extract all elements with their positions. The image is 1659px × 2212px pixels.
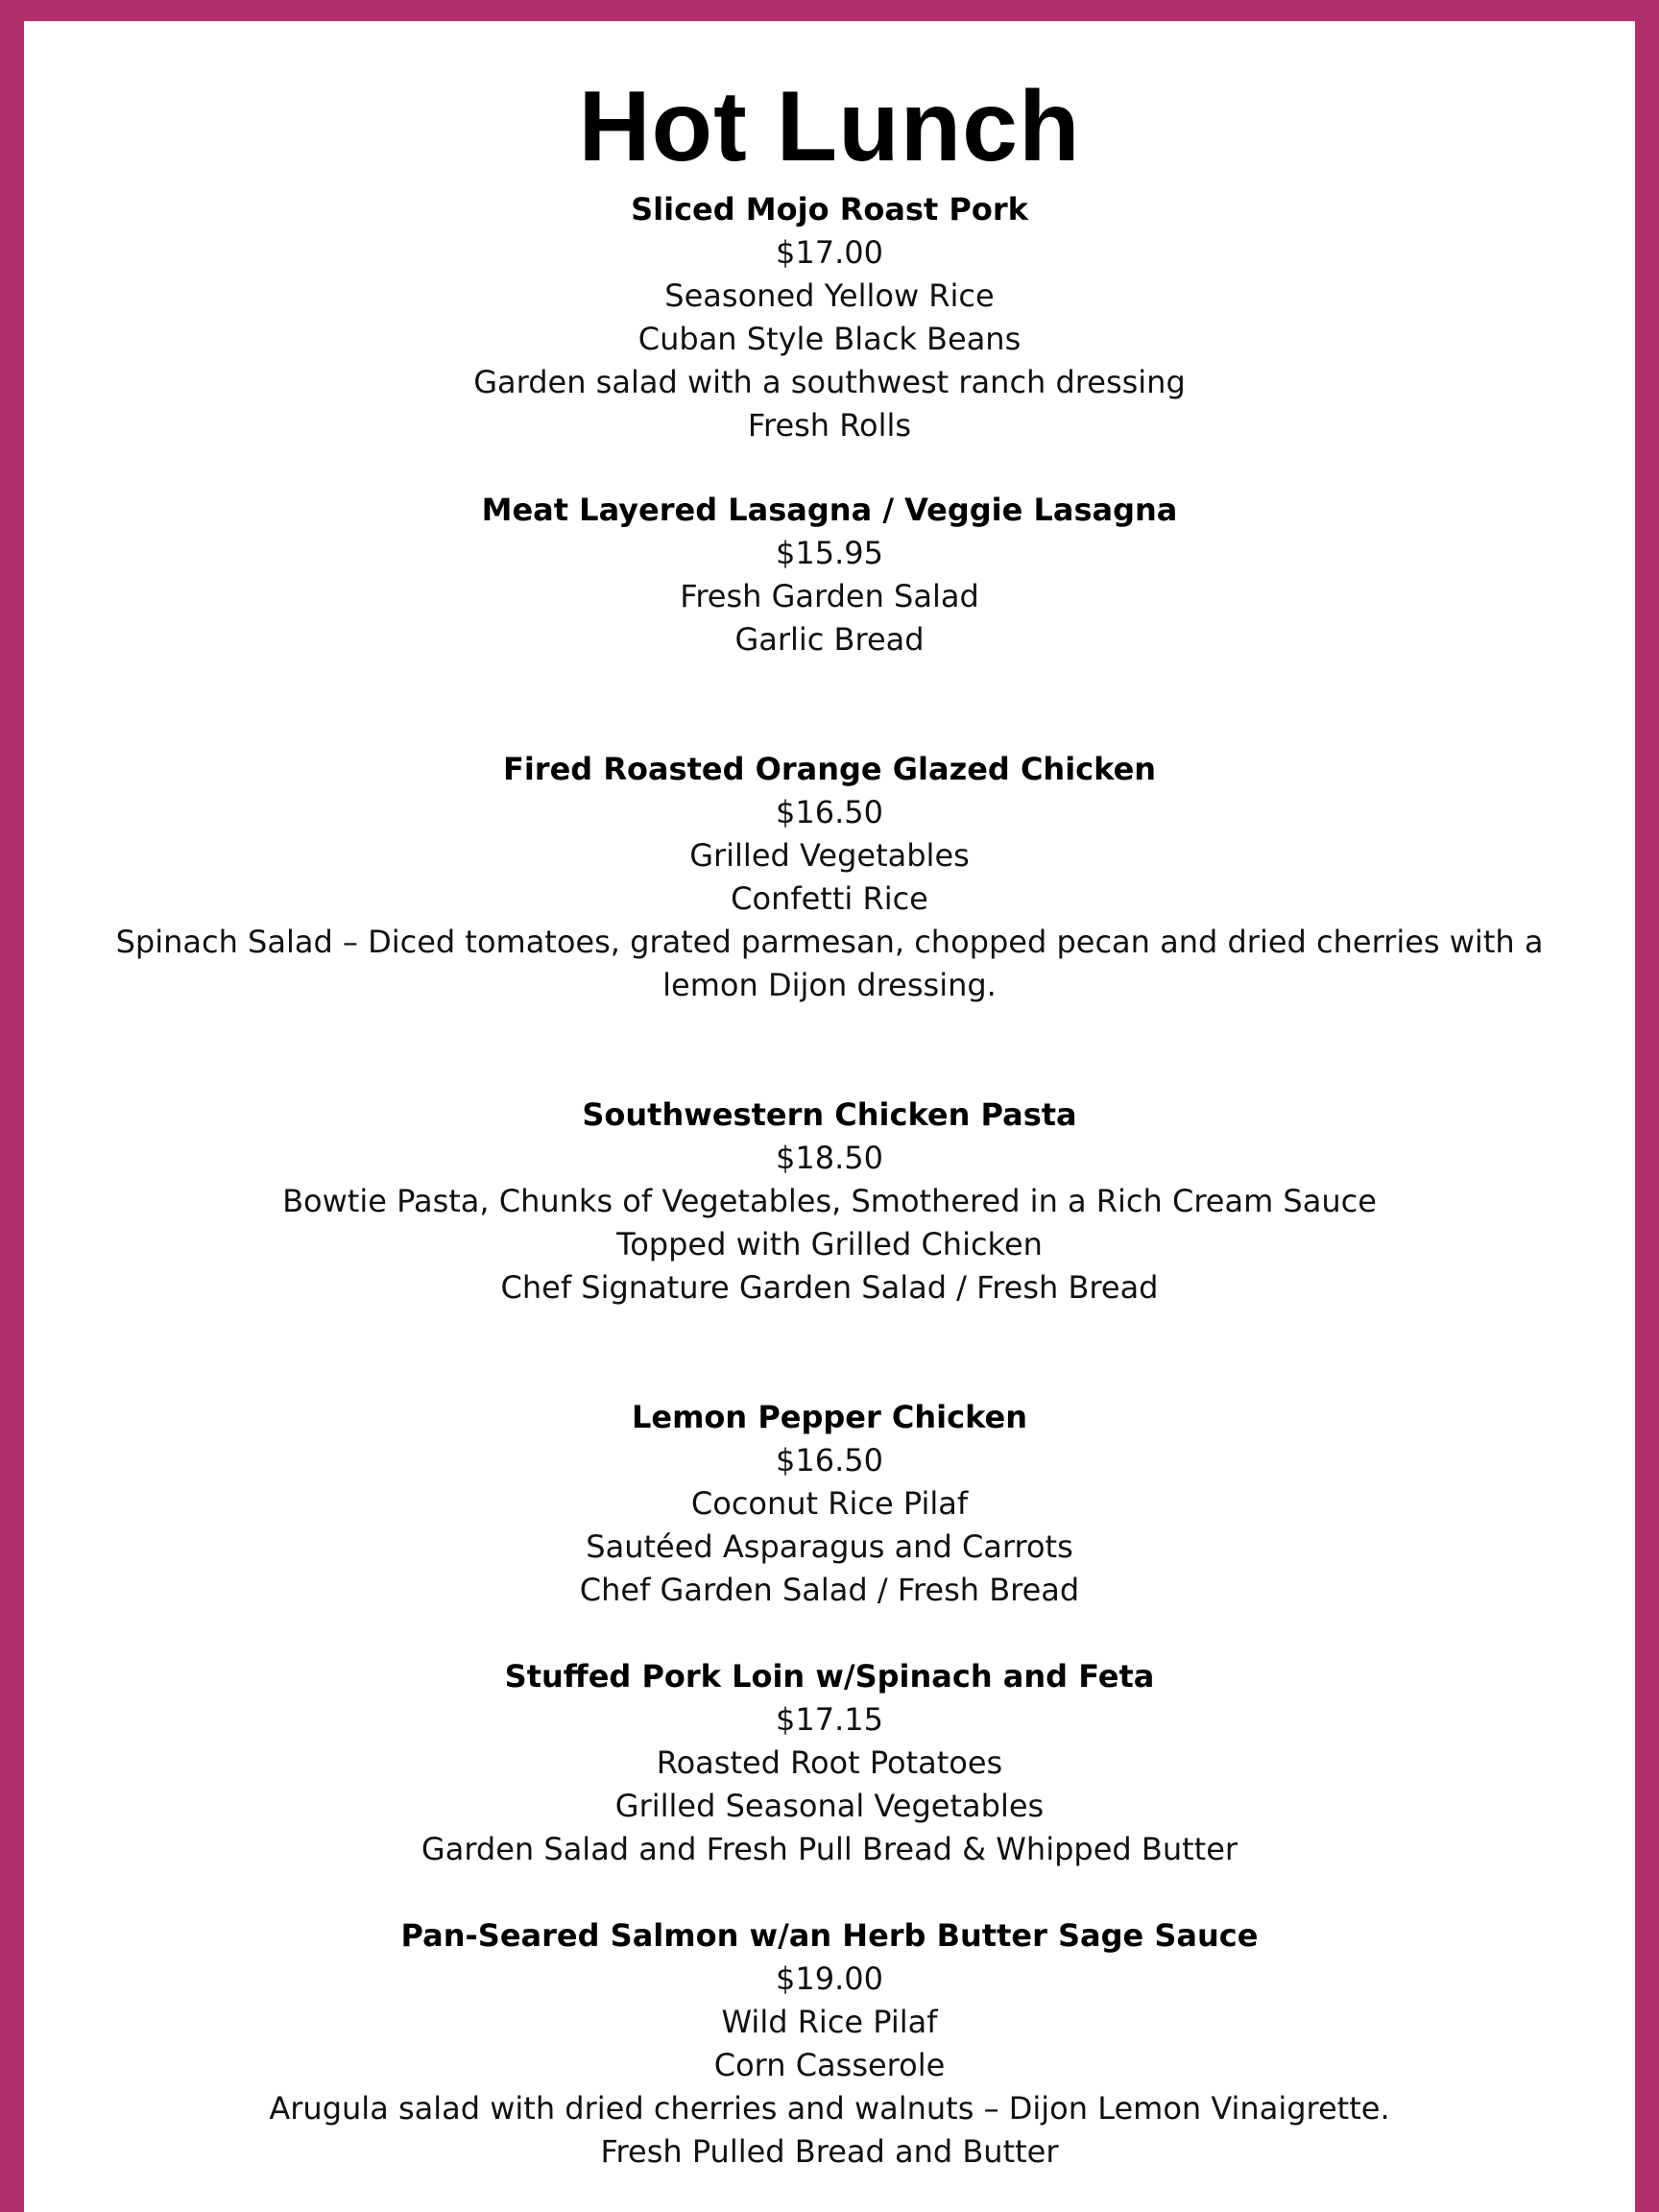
- menu-item-chicken-pasta: [91, 1094, 1568, 1310]
- menu-item-mojo-pork: [91, 188, 1568, 447]
- item-side: Wild Rice Pilaf: [721, 2004, 938, 2040]
- item-price: $15.95: [776, 535, 883, 571]
- item-side: Fresh Garden Salad: [680, 578, 979, 614]
- item-side: Chef Garden Salad / Fresh Bread: [579, 1572, 1080, 1608]
- item-price: $17.15: [776, 1701, 883, 1738]
- item-price: $16.50: [776, 794, 883, 830]
- menu-item-orange-chicken: [91, 748, 1568, 1007]
- item-side: Confetti Rice: [731, 880, 928, 917]
- item-side: Chef Signature Garden Salad / Fresh Bread: [500, 1269, 1159, 1306]
- menu-item-lasagna: [91, 489, 1568, 661]
- menu-item-lemon-pepper-chicken: [91, 1396, 1568, 1612]
- item-price: $19.00: [776, 1960, 883, 1997]
- item-side: Roasted Root Potatoes: [656, 1744, 1003, 1781]
- item-side: Fresh Pulled Bread and Butter: [600, 2133, 1059, 2170]
- item-side: Seasoned Yellow Rice: [664, 277, 995, 314]
- item-side: Bowtie Pasta, Chunks of Vegetables, Smothered in a Rich Cream Sauce: [282, 1183, 1377, 1219]
- item-side: Garden Salad and Fresh Pull Bread & Whipped Butter: [421, 1831, 1238, 1867]
- menu-item-pork-loin: [91, 1655, 1568, 1871]
- item-side: Corn Casserole: [713, 2047, 946, 2083]
- item-name: Pan-Seared Salmon w/an Herb Butter Sage Sauce: [400, 1917, 1259, 1954]
- item-side: Grilled Seasonal Vegetables: [614, 1788, 1045, 1824]
- item-side: Arugula salad with dried cherries and walnuts – Dijon Lemon Vinaigrette.: [269, 2090, 1390, 2127]
- item-side: Coconut Rice Pilaf: [690, 1485, 969, 1522]
- item-name: Stuffed Pork Loin w/Spinach and Feta: [504, 1658, 1155, 1695]
- menu-item-salmon: [91, 1914, 1568, 2174]
- item-side: Spinach Salad – Diced tomatoes, grated parmesan, chopped pecan and dried cherries with a lemon Dijon dressing.: [115, 924, 1544, 1003]
- item-side: Garlic Bread: [734, 621, 925, 658]
- item-price: $17.00: [776, 234, 883, 271]
- item-side: Sautéed Asparagus and Carrots: [586, 1528, 1073, 1565]
- item-name: Meat Layered Lasagna / Veggie Lasagna: [481, 492, 1178, 528]
- item-price: $18.50: [776, 1140, 883, 1176]
- item-name: Fired Roasted Orange Glazed Chicken: [502, 751, 1157, 787]
- item-side: Cuban Style Black Beans: [637, 321, 1022, 357]
- item-name: Southwestern Chicken Pasta: [582, 1096, 1077, 1133]
- item-side: Topped with Grilled Chicken: [616, 1226, 1043, 1262]
- item-price: $16.50: [776, 1442, 883, 1479]
- item-side: Garden salad with a southwest ranch dressing: [473, 364, 1186, 400]
- item-name: Lemon Pepper Chicken: [631, 1399, 1028, 1435]
- page-title: Hot Lunch: [578, 71, 1081, 182]
- item-name: Sliced Mojo Roast Pork: [631, 191, 1028, 228]
- menu-page: [24, 21, 1635, 2212]
- item-side: Grilled Vegetables: [689, 837, 970, 874]
- item-side: Fresh Rolls: [747, 407, 912, 444]
